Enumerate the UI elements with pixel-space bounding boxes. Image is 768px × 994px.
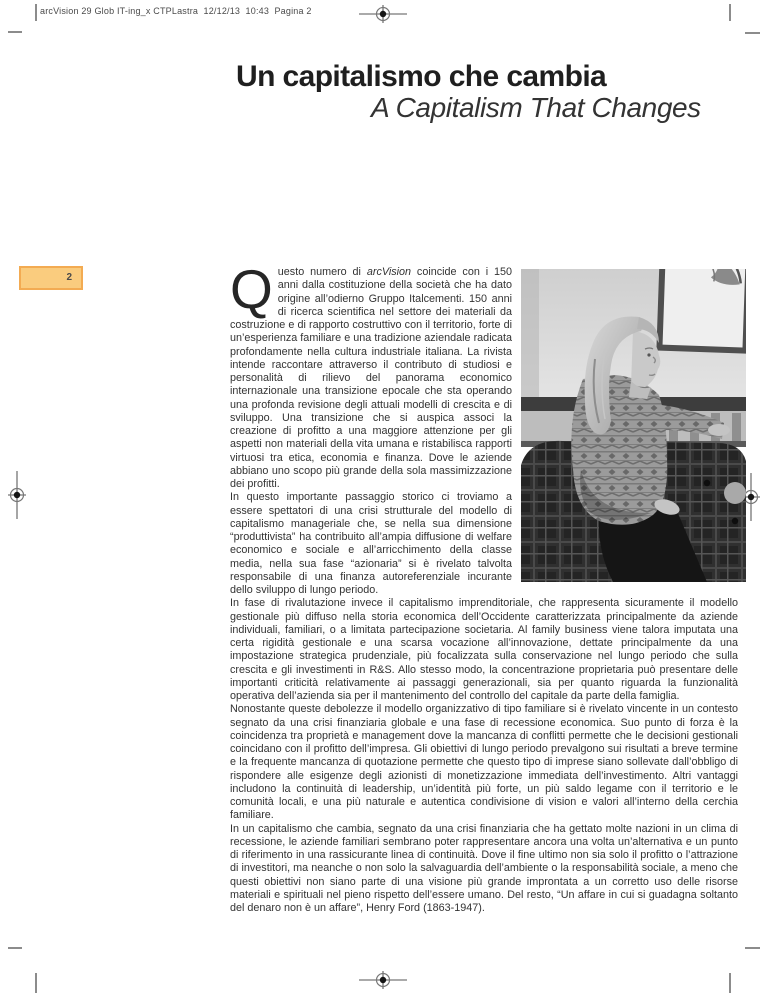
photo-woman-on-sofa xyxy=(521,269,746,582)
crop-mark-top-right-vertical xyxy=(729,4,731,21)
paragraph-4: Nonostante queste debolezze il modello organizzativo di tipo familiare si è rivelato vincente in un contesto segnato da una crisi finanziaria globale e una fase di recessione economica. Suo punto di forza è la coincidenza tra proprietà e management dove la mancanza di conflitti permette che le decisioni gestionali coincidano con il profitto dell’impresa. Gli obiettivi di lungo periodo prevalgono sui risultati a breve termine e la frequente mancanza di quotazione permette che questo tipo di imprese siano sollevate dall’obbligo di rispondere alle esigenze degli azionisti di monetizzazione immediata dell’investimento. Altri vantaggi includono la continuità di leadership, un’identità più forte, un più saldo legame con il territorio e le comunità locali, e una più naturale e autentica condivisione di vision e valori all’interno della cerchia familiare. xyxy=(230,703,738,822)
crop-mark-top-left-horizontal xyxy=(8,31,22,33)
article-body xyxy=(230,258,738,915)
crop-mark-bottom-right-horizontal xyxy=(745,947,760,949)
registration-mark-left-icon xyxy=(5,471,29,524)
paragraph-3: In fase di rivalutazione invece il capitalismo imprenditoriale, che rappresenta sicuramente il modello gestionale più diffuso nella storia economica dell’Occidente caratterizzata principalmente da aziende individuali, familiari, o a limitata partecipazione societaria. Al family business viene talora imputata una certa rigidità gestionale e una scarsa vocazione all’innovazione, dettate principalmente da una impostazione strategica prudenziale, più focalizzata sulla conservazione nel lungo periodo che sulla crescita e gli investimenti in R&S. Allo stesso modo, la concentrazione proprietaria può presentare delle importanti criticità relativamente ai passaggi generazionali, sia per quanto riguarda la funzionalità operativa dell’azienda sia per il mantenimento del controllo del capitale da parte della famiglia. xyxy=(230,597,738,702)
paragraph-1-pre: uesto numero di xyxy=(277,266,367,278)
article-title-italian: Un capitalismo che cambia xyxy=(236,60,607,93)
crop-mark-top-right-horizontal xyxy=(745,32,760,34)
page-number-badge: 2 xyxy=(19,266,83,290)
magazine-name: arcVision xyxy=(366,266,412,278)
crop-mark-bottom-right-vertical xyxy=(729,973,731,993)
paragraph-1-post: coincide con i 150 anni dalla costituzione della società che ha dato origine all’odierno Gruppo Italcementi. 150 anni di ricerca scientifica nel settore dei materiali da costruzione e di rapporto costruttivo con il territorio, forte di un’esperienza familiare e una tradizione aziendale radicata profondamente nella cultura industriale italiana. La rivista intende raccontare attraverso il contributo di studiosi e personalità di rilievo del panorama economico internazionale una transizione epocale che sta operando una profonda revisione degli attuali modelli di crescita e di sviluppo. Una transizione che si auspica associ la creazione di profitto a una maggiore attenzione per gli aspetti non materiali della vita umana e ristabilisca rapporti virtuosi tra etica, economia e finanza. Dove le aziende abbiano uno scopo più grande della sola massimizzazione dei profitti. xyxy=(230,266,512,490)
crop-mark-top-left-vertical xyxy=(35,4,37,21)
registration-mark-top-icon xyxy=(359,2,407,31)
paragraph-2: In questo importante passaggio storico ci troviamo a essere spettatori di una crisi strutturale del modello di capitalismo manageriale che, se nella sua dimensione “produttivista” ha contribuito all’ampia diffusione di welfare economico e sociale e all’arricchimento della classe media, nella sua fase “azionaria” si è rivelato talvolta responsabile di una finanza autoreferenziale incurante dello sviluppo di lungo periodo. xyxy=(230,491,512,596)
registration-mark-bottom-icon xyxy=(359,968,407,994)
article-title-english: A Capitalism That Changes xyxy=(371,92,701,123)
drop-cap: Q xyxy=(230,258,273,320)
paragraph-5: In un capitalismo che cambia, segnato da una crisi finanziaria che ha gettato molte nazioni in un clima di recessione, le aziende familiari sembrano poter rappresentare ancora una volta un’alternativa e un punto di riferimento in una rassicurante linea di continuità. Dove il fine ultimo non sia solo il profitto o l’attrazione di investitori, ma neanche o non solo la salvaguardia dell’ambiente o la responsabilità sociale, a meno che questi obiettivi non siano parte di una visione più grande improntata a un corretto uso delle risorse materiali e spirituali nel pieno rispetto dell’essere umano. Del resto, “Un affare in cui si guadagna soltanto del denaro non è un affare”, Henry Ford (1863-1947). xyxy=(230,822,738,914)
crop-mark-bottom-left-horizontal xyxy=(8,947,22,949)
print-slug-line: arcVision 29 Glob IT-ing_x CTPLastra 12/12/13 10:43 Pagina 2 xyxy=(40,6,312,16)
crop-mark-bottom-left-vertical xyxy=(35,973,37,993)
